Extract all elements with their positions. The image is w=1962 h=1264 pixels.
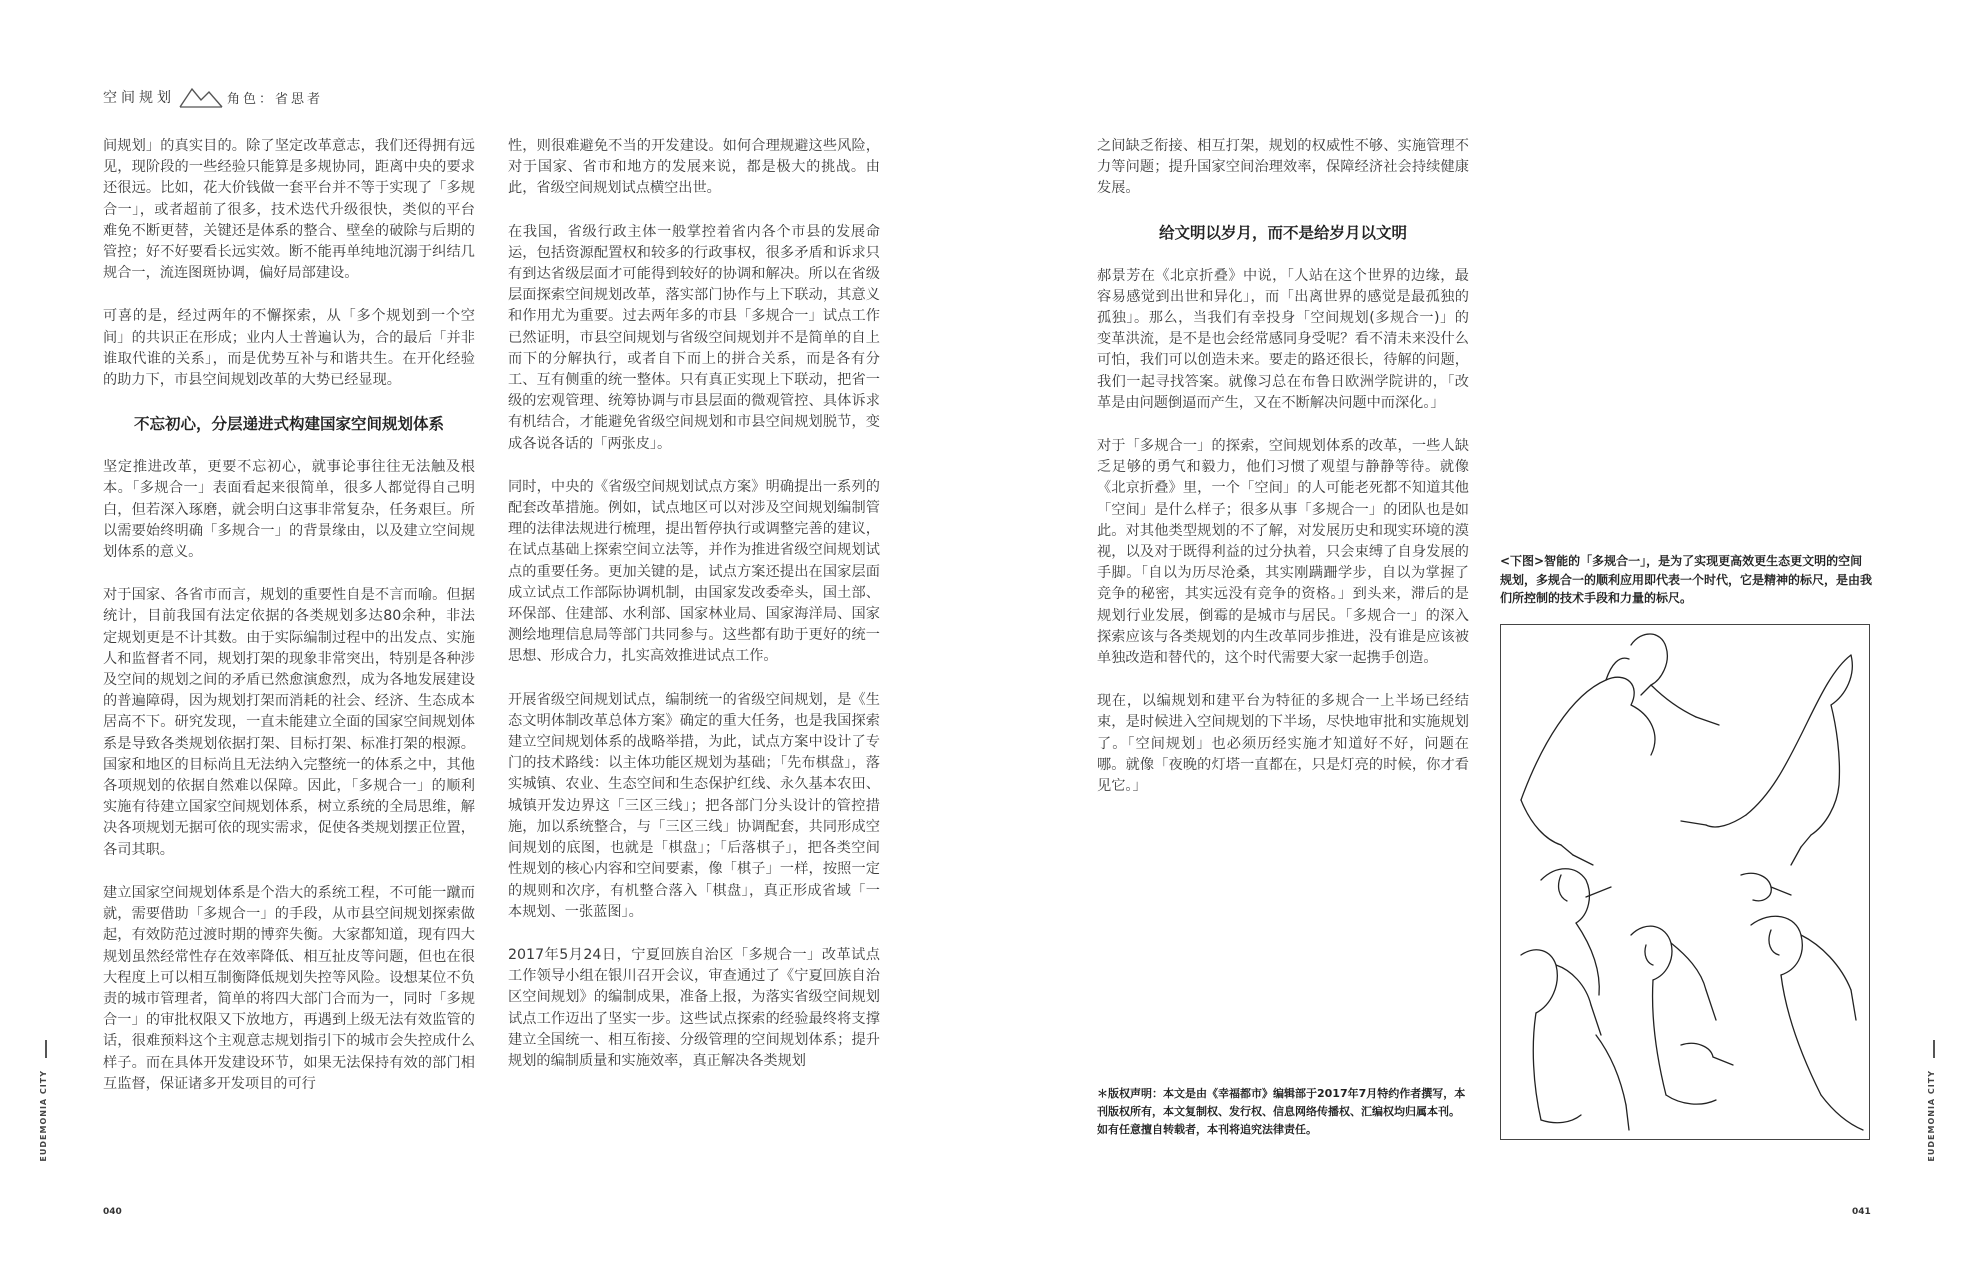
margin-rule: [1933, 1040, 1935, 1058]
paragraph: 同时，中央的《省级空间规划试点方案》明确提出一系列的配套改革措施。例如，试点地区可以对涉及空间规划编制管理的法律法规进行梳理，提出暂停执行或调整完善的建议，在试点基础上探索空间立法等，并作为推进省级空间规划试点的重要任务。更加关键的是，试点方案还提出在国家层面成立试点工作部际协调机制，由国家发改委牵头，国土部、环保部、住建部、水利部、国家林业局、国家海洋局、国家测绘地理信息局等部门共同参与。这些都有助于更好的统一思想、形成合力，扎实高效推进试点工作。: [508, 478, 880, 665]
page-number: 040: [103, 1207, 122, 1217]
margin-rule: [45, 1040, 47, 1058]
paragraph: 对于国家、各省市而言，规划的重要性自是不言而喻。但据统计，目前我国有法定依据的各类规划多达80余种，非法定规划更是不计其数。由于实际编制过程中的出发点、实施人和监督者不同，规划打架的现象非常突出，特别是各种涉及空间的规划之间的矛盾已然愈演愈烈，成为各地发展建设的普遍障碍，因为规划打架而消耗的社会、经济、生态成本居高不下。研究发现，一直未能建立全面的国家空间规划体系是导致各类规划依据打架、目标打架、标准打架的根源。国家和地区的目标尚且无法纳入完整统一的体系之中，其他各项规划的依据自然难以保障。因此，「多规合一」的顺利实施有待建立国家空间规划体系，树立系统的全局思维，解决各项规划无据可依的现实需求，促使各类规划摆正位置，各司其职。: [103, 587, 475, 858]
paragraph: 现在，以编规划和建平台为特征的多规合一上半场已经结束，是时候进入空间规划的下半场，尽快地审批和实施规划了。「空间规划」也必须历经实施才知道好不好，问题在哪。就像「夜晚的灯塔一直都在，只是灯亮的时候，你才看见它。」: [1097, 693, 1469, 795]
mountain-logo-icon: [179, 86, 223, 108]
role-label: 角色：省思者: [227, 91, 324, 107]
copyright-notice: ＊版权声明：本文是由《幸福都市》编辑部于2017年7月特约作者撰写，本刊版权所有，本文复制权、发行权、信息网络传播权、汇编权均归属本刊。如有任意擅自转载者，本刊将追究法律责任。: [1097, 1087, 1466, 1136]
paragraph: 之间缺乏衔接、相互打架，规划的权威性不够、实施管理不力等问题；提升国家空间治理效率，保障经济社会持续健康发展。: [1097, 138, 1469, 197]
paragraph: 间规划」的真实目的。除了坚定改革意志，我们还得拥有远见，现阶段的一些经验只能算是多规协同，距离中央的要求还很远。比如，花大价钱做一套平台并不等于实现了「多规合一」，或者超前了很多，技术迭代升级很快，类似的平台难免不断更替，关键还是体系的整合、壁垒的破除与后期的管控；好不好要看长远实效。断不能再单纯地沉溺于纠结几规合一，流连图斑协调，偏好局部建设。: [103, 138, 475, 282]
paragraph: 在我国，省级行政主体一般掌控着省内各个市县的发展命运，包括资源配置权和较多的行政事权，很多矛盾和诉求只有到达省级层面才可能得到较好的协调和解决。所以在省级层面探索空间规划改革，落实部门协作与上下联动，其意义和作用尤为重要。过去两年多的市县「多规合一」试点工作已然证明，市县空间规划与省级空间规划并不是简单的自上而下的分解执行，或者自下而上的拼合关系，而是各有分工、互有侧重的统一整体。只有真正实现上下联动，把省一级的宏观管理、统筹协调与市县层面的微观管控、具体诉求有机结合，才能避免省级空间规划和市县空间规划脱节，变成各说各话的「两张皮」。: [508, 223, 880, 452]
people-drawing-illustration: [1501, 625, 1869, 1139]
running-header: [103, 84, 323, 110]
paragraph: 郝景芳在《北京折叠》中说，「人站在这个世界的边缘，最容易感觉到出世和异化」，而「出离世界的感觉是最孤独的孤独」。那么，当我们有幸投身「空间规划(多规合一)」的变革洪流，是不是也会经常感同身受呢？看不清未来没什么可怕，我们可以创造未来。要走的路还很长，待解的问题，我们一起寻找答案。就像习总在布鲁日欧洲学院讲的，「改革是由问题倒逼而产生，又在不断解决问题中而深化。」: [1097, 267, 1469, 411]
paragraph: 坚定推进改革，更要不忘初心，就事论事往往无法触及根本。「多规合一」表面看起来很简单，很多人都觉得自己明白，但若深入琢磨，就会明白这事非常复杂，任务艰巨。所以需要始终明确「多规合一」的背景缘由，以及建立空间规划体系的意义。: [103, 459, 475, 561]
paragraph: 开展省级空间规划试点，编制统一的省级空间规划，是《生态文明体制改革总体方案》确定的重大任务，也是我国探索建立空间规划体系的战略举措，为此，试点方案中设计了专门的技术路线：以主体功能区规划为基础；「先布棋盘」，落实城镇、农业、生态空间和生态保护红线、永久基本农田、城镇开发边界这「三区三线」；把各部门分头设计的管控措施，加以系统整合，与「三区三线」协调配套，共同形成空间规划的底图，也就是「棋盘」；「后落棋子」，把各类空间性规划的核心内容和空间要素，像「棋子」一样，按照一定的规则和次序，有机整合落入「棋盘」，真正形成省域「一本规划、一张蓝图」。: [508, 691, 880, 920]
side-label: EUDEMONIA CITY: [1927, 1070, 1936, 1162]
side-label: EUDEMONIA CITY: [39, 1070, 48, 1162]
page-number: 041: [1852, 1207, 1871, 1217]
paragraph: 建立国家空间规划体系是个浩大的系统工程，不可能一蹴而就，需要借助「多规合一」的手段，从市县空间规划探索做起，有效防范过渡时期的博弈失衡。大家都知道，现有四大规划虽然经常性存在效率降低、相互扯皮等问题，但也在很大程度上可以相互制衡降低规划失控等风险。设想某位不负责的城市管理者，简单的将四大部门合而为一，同时「多规合一」的审批权限又下放地方，再遇到上级无法有效监管的话，很难预料这个主观意志规划指引下的城市会失控成什么样子。而在具体开发建设环节，如果无法保持有效的部门相互监督，保证诸多开发项目的可行: [103, 884, 475, 1092]
text-column-3: [1097, 136, 1469, 819]
paragraph: 可喜的是，经过两年的不懈探索，从「多个规划到一个空间」的共识正在形成；业内人士普遍认为，合的最后「并非谁取代谁的关系」，而是优势互补与和谐共生。在开化经验的助力下，市县空间规划改革的大势已经显现。: [103, 308, 475, 389]
section-heading: 不忘初心，分层递进式构建国家空间规划体系: [133, 415, 444, 434]
section-heading: 给文明以岁月，而不是给岁月以文明: [1158, 223, 1407, 242]
section-title: 空间规划: [103, 90, 175, 106]
paragraph: 对于「多规合一」的探索，空间规划体系的改革，一些人缺乏足够的勇气和毅力，他们习惯了观望与静静等待。就像《北京折叠》里，一个「空间」的人可能老死都不知道其他「空间」是什么样子；很多从事「多规合一」的团队也是如此。对其他类型规划的不了解，对发展历史和现实环境的漠视，以及对于既得利益的过分执着，只会束缚了自身发展的手脚。「自以为历尽沧桑，其实刚蹒跚学步，自以为掌握了竞争的秘密，其实远没有竞争的资格。」到头来，滞后的是规划行业发展，倒霉的是城市与居民。「多规合一」的深入探索应该与各类规划的内生改革同步推进，没有谁是应该被单独改造和替代的，这个时代需要大家一起携手创造。: [1097, 438, 1469, 667]
paragraph: 性，则很难避免不当的开发建设。如何合理规避这些风险，对于国家、省市和地方的发展来说，都是极大的挑战。由此，省级空间规划试点横空出世。: [508, 138, 880, 197]
paragraph: 2017年5月24日，宁夏回族自治区「多规合一」改革试点工作领导小组在银川召开会议，审查通过了《宁夏回族自治区空间规划》的编制成果，准备上报，为落实省级空间规划试点工作迈出了坚实一步。这些试点探索的经验最终将支撑建立全国统一、相互衔接、分级管理的空间规划体系；提升规划的编制质量和实施效率，真正解决各类规划: [508, 946, 880, 1069]
illustration-caption: <下图>智能的「多规合一」，是为了实现更高效更生态更文明的空间规划，多规合一的顺利应用即代表一个时代，它是精神的标尺，是由我们所控制的技术手段和力量的标尺。: [1500, 554, 1873, 605]
illustration-frame: [1500, 624, 1870, 1140]
text-column-2: [508, 136, 880, 1094]
text-column-1: [103, 136, 475, 1117]
